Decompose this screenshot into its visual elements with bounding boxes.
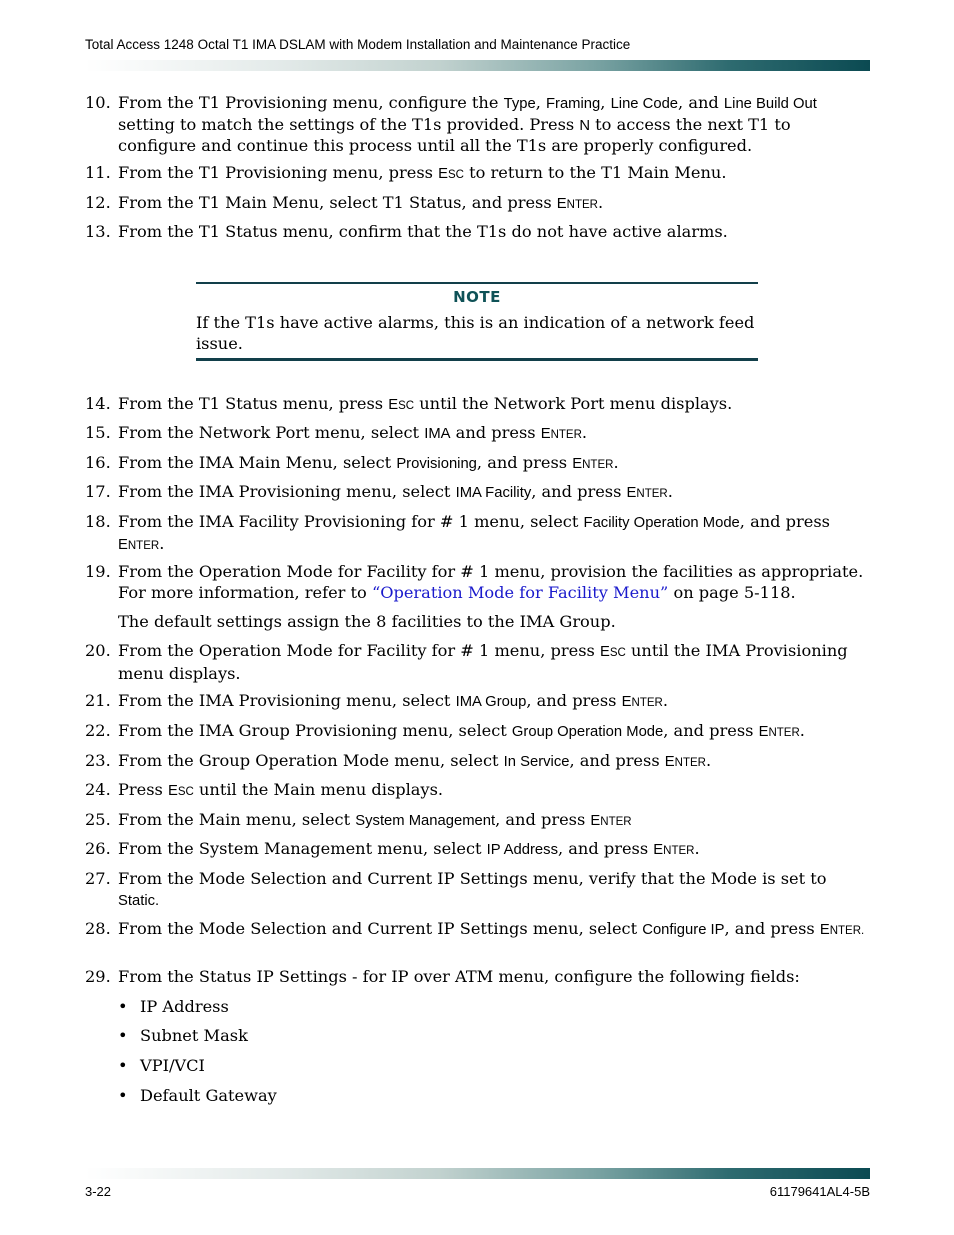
step-26: [85, 839, 870, 862]
step-text: to return to the T1 Main Menu.: [463, 163, 727, 182]
step-text: .: [799, 721, 805, 740]
step-text: From the Mode Selection and Current IP Settings menu, select: [118, 919, 643, 938]
step-text: From the T1 Main Menu, select T1 Status, and press: [118, 193, 557, 212]
step-text: From the T1 Provisioning menu, press: [118, 163, 439, 182]
step-13: [85, 222, 870, 243]
step-text: From the IMA Facility Provisioning for # 1 menu, select: [118, 512, 584, 531]
field-line-build-out: Line Build Out: [723, 96, 817, 112]
key-enter: ENTER: [590, 813, 632, 829]
step-number: 27.: [85, 869, 111, 888]
step-text: to access the next T1 to configure and continue this process until all the T1s are properly configured.: [118, 114, 791, 155]
key-esc: ESC: [167, 783, 194, 799]
step-text: until the IMA Provisioning menu displays.: [118, 641, 848, 683]
list-item-text: VPI/VCI: [140, 1056, 205, 1075]
step-number: 29.: [85, 967, 111, 986]
step-number: 13.: [85, 222, 111, 241]
step-text: , and press: [557, 839, 654, 858]
step-14: [85, 394, 870, 417]
header-rule: [85, 60, 870, 71]
step-text: .: [705, 751, 712, 770]
step-text: From the Status IP Settings - for IP over ATM menu, configure the following fields:: [118, 967, 800, 986]
footer-rule: [85, 1168, 870, 1179]
list-item-text: Subnet Mask: [140, 1026, 248, 1045]
key-enter: ENTER: [653, 842, 695, 858]
step-text: .: [597, 193, 604, 212]
step-number: 10.: [85, 93, 111, 112]
step-text: From the Mode Selection and Current IP Settings menu, verify that the Mode is set to: [118, 869, 827, 888]
key-esc: ESC: [388, 397, 415, 413]
step-text: until the Main menu displays.: [193, 780, 444, 799]
step-16: [85, 453, 870, 476]
bullet-icon: •: [118, 997, 128, 1016]
step-19-followup: The default settings assign the 8 facilities to the IMA Group.: [118, 612, 616, 631]
step-number: 25.: [85, 810, 111, 829]
step-number: 17.: [85, 482, 111, 501]
step-text: From the T1 Status menu, press: [118, 394, 389, 413]
key-enter: ENTER: [758, 724, 800, 740]
key-enter: ENTER: [572, 456, 614, 472]
step-number: 18.: [85, 512, 111, 531]
step-text: , and press: [663, 721, 759, 740]
step-text: .: [581, 423, 588, 442]
step-24: [85, 780, 870, 803]
step-text: From the Group Operation Mode menu, select: [118, 751, 504, 770]
step-number: 19.: [85, 562, 111, 581]
step-text: , and press: [526, 691, 622, 710]
key-n: N: [579, 117, 591, 134]
menu-item-group-operation-mode: Group Operation Mode: [511, 724, 664, 740]
step-number: 28.: [85, 919, 111, 938]
list-item-text: IP Address: [140, 997, 229, 1016]
key-enter: ENTER: [540, 426, 582, 442]
key-esc: ESC: [438, 166, 464, 182]
field-line-code: Line Code: [610, 96, 679, 112]
bullet-icon: •: [118, 1086, 128, 1105]
menu-item-in-service: In Service: [503, 754, 570, 770]
step-text: .: [694, 839, 700, 858]
step-18: [85, 512, 870, 556]
step-text: .: [159, 533, 165, 553]
step-text: From the Operation Mode for Facility for # 1 menu, press: [118, 641, 600, 660]
step-29: [85, 967, 870, 988]
step-22: [85, 721, 870, 744]
list-item: [118, 997, 229, 1018]
cross-reference-link[interactable]: “Operation Mode for Facility Menu”: [371, 582, 669, 602]
step-text: From the IMA Provisioning menu, select: [118, 691, 456, 710]
step-text: .: [667, 482, 673, 501]
key-enter: ENTER: [664, 754, 706, 770]
document-number: 61179641AL4-5B: [769, 1184, 870, 1199]
step-text: ,: [600, 93, 611, 112]
key-esc: ESC: [599, 644, 626, 660]
step-number: 16.: [85, 453, 111, 472]
step-25: [85, 810, 870, 833]
menu-item-system-management: System Management: [355, 813, 496, 829]
key-enter: ENTER: [556, 196, 598, 212]
step-text: , and press: [531, 482, 627, 501]
step-text: Press: [118, 780, 168, 799]
step-text: and press: [450, 423, 541, 442]
step-text: setting to match the settings of the T1s provided. Press: [118, 114, 580, 134]
key-enter: ENTER.: [819, 922, 865, 938]
step-text: , and press: [569, 751, 665, 770]
list-item: [118, 1026, 248, 1047]
step-text: , and press: [724, 919, 820, 938]
field-type: Type: [503, 96, 536, 112]
menu-item-ip-address: IP Address: [486, 842, 558, 858]
value-static: Static.: [118, 892, 160, 909]
step-text: , and: [678, 93, 724, 112]
step-text: From the T1 Status menu, confirm that the T1s do not have active alarms.: [118, 222, 728, 241]
menu-item-configure-ip: Configure IP: [642, 922, 725, 938]
key-enter: ENTER: [621, 694, 663, 710]
step-text: , and press: [739, 512, 830, 531]
step-text: , and press: [476, 453, 573, 472]
menu-item-facility-operation-mode: Facility Operation Mode: [583, 515, 740, 531]
note-box: [196, 282, 758, 361]
step-text: From the IMA Main Menu, select: [118, 453, 397, 472]
bullet-icon: •: [118, 1056, 128, 1075]
field-framing: Framing: [545, 96, 601, 112]
list-item: [118, 1056, 205, 1077]
step-text: From the IMA Provisioning menu, select: [118, 482, 456, 501]
step-number: 20.: [85, 641, 111, 660]
menu-item-ima-facility: IMA Facility: [455, 485, 532, 501]
step-text: From the System Management menu, select: [118, 839, 487, 858]
step-28: [85, 919, 870, 942]
step-text: From the IMA Group Provisioning menu, select: [118, 721, 512, 740]
step-21: [85, 691, 870, 714]
step-text: on page 5-118.: [668, 582, 796, 602]
step-20: [85, 641, 870, 684]
step-17: [85, 482, 870, 505]
step-10: [85, 93, 870, 157]
menu-item-provisioning: Provisioning: [396, 456, 477, 472]
step-23: [85, 751, 870, 774]
key-enter: ENTER: [626, 485, 668, 501]
running-header: Total Access 1248 Octal T1 IMA DSLAM with Modem Installation and Maintenance Practice: [85, 37, 631, 52]
step-text: From the T1 Provisioning menu, configure the: [118, 93, 504, 112]
note-text: If the T1s have active alarms, this is an indication of a network feed issue.: [196, 313, 755, 353]
step-number: 15.: [85, 423, 111, 442]
page-number: 3-22: [85, 1184, 112, 1199]
step-19: [85, 562, 870, 603]
note-title: NOTE: [453, 288, 501, 306]
step-number: 11.: [85, 163, 111, 182]
step-12: [85, 193, 870, 216]
step-text: , and press: [495, 810, 591, 829]
list-item: [118, 1086, 277, 1107]
menu-item-ima-group: IMA Group: [455, 694, 527, 710]
step-number: 14.: [85, 394, 111, 413]
step-number: 22.: [85, 721, 111, 740]
step-text: ,: [535, 93, 546, 112]
step-text: until the Network Port menu displays.: [414, 394, 733, 413]
step-number: 24.: [85, 780, 111, 799]
step-11: [85, 163, 870, 186]
bullet-icon: •: [118, 1026, 128, 1045]
step-text: From the Main menu, select: [118, 810, 356, 829]
step-number: 12.: [85, 193, 111, 212]
step-number: 23.: [85, 751, 111, 770]
step-27: [85, 869, 870, 911]
step-text: .: [662, 691, 668, 710]
step-text: From the Operation Mode for Facility for # 1 menu, provision the facilities as appropriate. For more information, refer to: [118, 562, 864, 602]
step-15: [85, 423, 870, 446]
step-text: .: [613, 453, 619, 472]
step-number: 26.: [85, 839, 111, 858]
step-text: From the Network Port menu, select: [118, 423, 425, 442]
step-number: 21.: [85, 691, 111, 710]
menu-item-ima: IMA: [424, 426, 451, 442]
key-enter: ENTER: [118, 536, 160, 553]
list-item-text: Default Gateway: [140, 1086, 277, 1105]
